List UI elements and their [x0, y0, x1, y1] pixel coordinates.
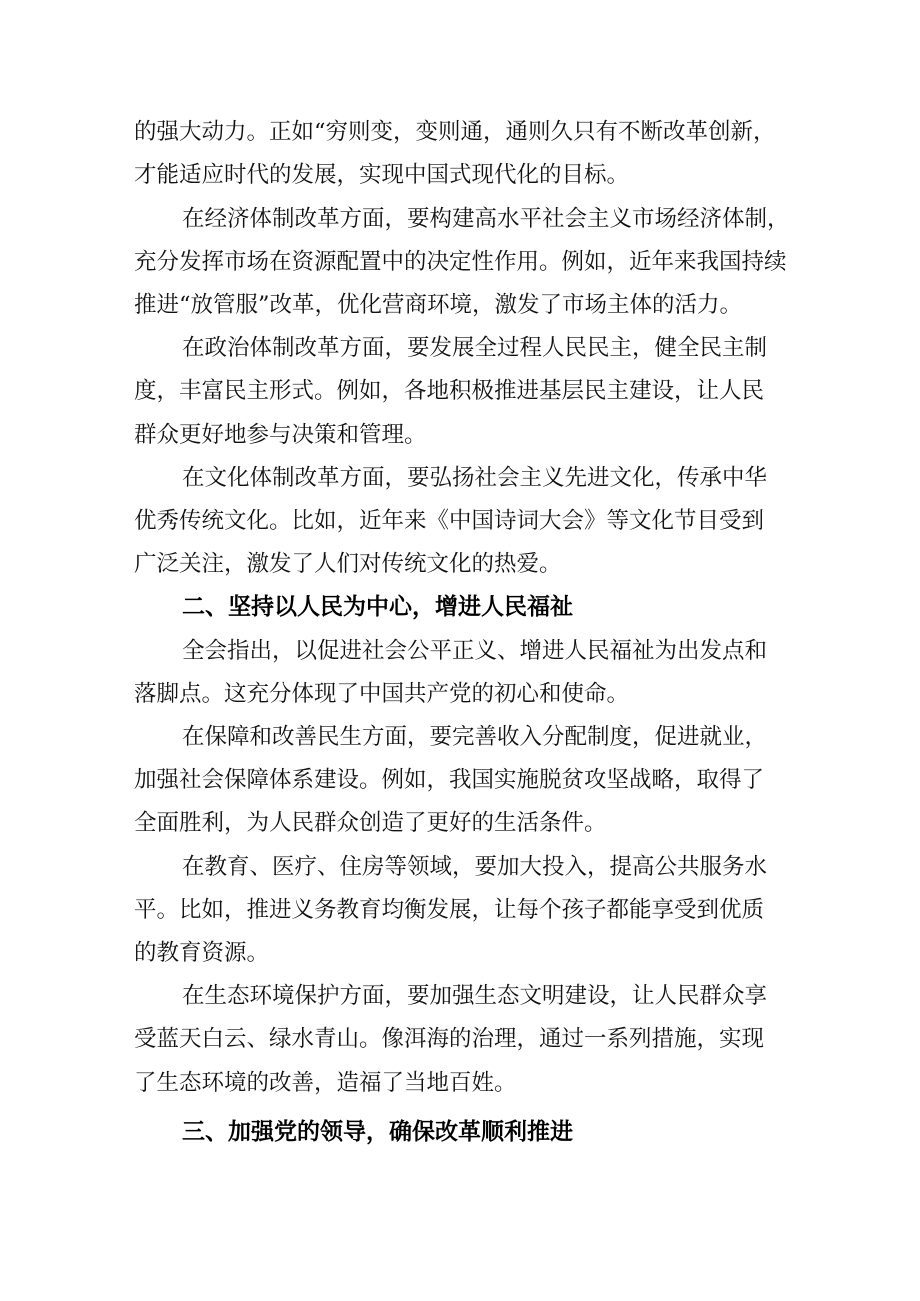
paragraph-line: 加强社会保障体系建设。例如，我国实施脱贫攻坚战略，取得了 — [134, 767, 765, 793]
paragraph-line: 的教育资源。 — [134, 940, 270, 966]
paragraph-line: 群众更好地参与决策和管理。 — [134, 422, 427, 448]
paragraph-line: 度，丰富民主形式。例如，各地积极推进基层民主建设，让人民 — [134, 378, 765, 404]
paragraph-line: 推进“放管服”改革，优化营商环境，激发了市场主体的活力。 — [134, 292, 743, 318]
paragraph-line: 在文化体制改革方面，要弘扬社会主义先进文化，传承中华 — [182, 465, 768, 491]
paragraph-line: 落脚点。这充分体现了中国共产党的初心和使命。 — [134, 681, 630, 707]
paragraph-line: 在经济体制改革方面，要构建高水平社会主义市场经济体制， — [182, 206, 790, 232]
paragraph-line: 广泛关注，激发了人们对传统文化的热爱。 — [134, 551, 562, 577]
paragraph-line: 的强大动力。正如“穷则变，变则通，通则久只有不断改革创新， — [134, 119, 776, 145]
paragraph-line: 充分发挥市场在资源配置中的决定性作用。例如，近年来我国持续 — [134, 249, 787, 275]
section-heading: 二、坚持以人民为中心，增进人民福祉 — [182, 594, 573, 620]
paragraph-line: 优秀传统文化。比如，近年来《中国诗词大会》等文化节目受到 — [134, 508, 765, 534]
paragraph-line: 了生态环境的改善，造福了当地百姓。 — [134, 1070, 517, 1096]
paragraph-line: 平。比如，推进义务教育均衡发展，让每个孩子都能享受到优质 — [134, 897, 765, 923]
paragraph-line: 全会指出，以促进社会公平正义、增进人民福祉为出发点和 — [182, 638, 768, 664]
paragraph-line: 在生态环境保护方面，要加强生态文明建设，让人民群众享 — [182, 983, 768, 1009]
paragraph-line: 在教育、医疗、住房等领域，要加大投入，提高公共服务水 — [182, 854, 768, 880]
paragraph-line: 受蓝天白云、绿水青山。像洱海的治理，通过一系列措施，实现 — [134, 1026, 765, 1052]
paragraph-line: 全面胜利，为人民群众创造了更好的生活条件。 — [134, 810, 607, 836]
paragraph-line: 在政治体制改革方面，要发展全过程人民民主，健全民主制 — [182, 335, 768, 361]
paragraph-line: 在保障和改善民生方面，要完善收入分配制度，促进就业， — [182, 724, 768, 750]
section-heading: 三、加强党的领导，确保改革顺利推进 — [182, 1119, 573, 1145]
paragraph-line: 才能适应时代的发展，实现中国式现代化的目标。 — [134, 162, 630, 188]
